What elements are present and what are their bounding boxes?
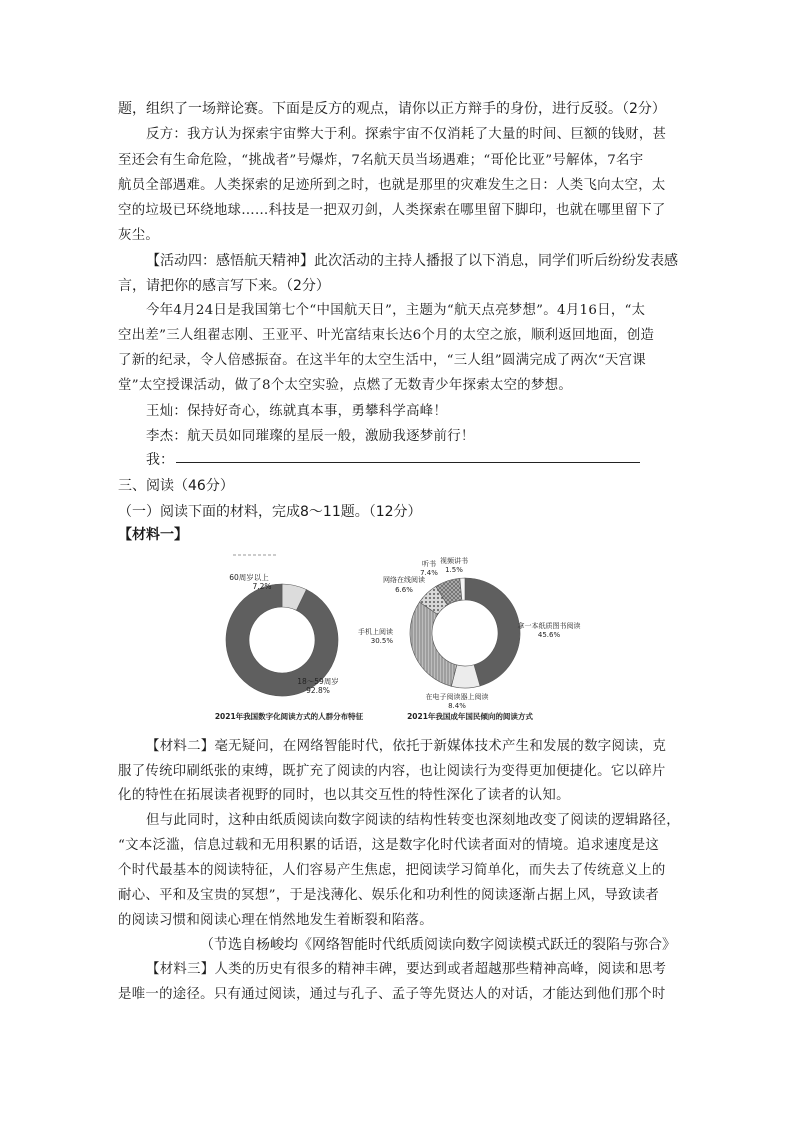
opponent-view-line-4: 空的垃圾已环绕地球……科技是一把双刃剑，人类探索在哪里留下脚印，也就在哪里留下了 (118, 203, 666, 218)
chart-two-value-online: 6.6% (395, 586, 413, 594)
chart-two-value-listen: 7.4% (420, 569, 438, 577)
chart-one-title: 2021年我国数字化阅读方式的人群分布特征 (214, 712, 364, 721)
chart-one (215, 555, 364, 721)
opponent-view-line-3: 航员全部遇难。人类探索的足迹所到之时，也就是那里的灾难发生之日：人类飞向太空，太 (118, 178, 666, 193)
section-three-heading: 三、阅读（46分） (118, 478, 234, 494)
reading-one-heading: （一）阅读下面的材料，完成8～11题。（12分） (118, 504, 422, 520)
chart-two (358, 556, 581, 721)
news-line-4: 堂”太空授课活动，做了8个太空实验，点燃了无数青少年探索太空的梦想。 (118, 378, 573, 393)
comment-me-label: 我： (146, 452, 174, 468)
material-two-line-5: “文本泛滥，信息过载和无用积累的话语，这是数字化时代读者面对的情境。追求速度是这 (118, 838, 660, 853)
chart-one-value-adult: 92.8% (306, 686, 330, 695)
chart-one-label-older: 60周岁以上 (229, 573, 269, 582)
material-three-line-2: 是唯一的途径。只有通过阅读，通过与孔子、孟子等先贤达人的对话，才能达到他们那个时 (118, 987, 666, 1002)
material-two-line-1: 【材料二】毫无疑问，在网络智能时代，依托于新媒体技术产生和发展的数字阅读，克 (146, 739, 667, 754)
comment-lijie: 李杰：航天员如同璀璨的星辰一般，激励我逐梦前行！ (146, 429, 475, 444)
activity-four-prompt: 言，请把你的感言写下来。（2分） (118, 278, 330, 294)
news-line-3: 了新的纪录，令人倍感振奋。在这半年的太空生活中，“三人组”圆满完成了两次“天宫课 (118, 353, 646, 368)
chart-two-title: 2021年我国成年国民倾向的阅读方式 (407, 712, 533, 721)
chart-one-value-older: 7.2% (252, 582, 272, 591)
material-two-line-6: 个时代最基本的阅读特征，人们容易产生焦虑，把阅读学习简单化，而失去了传统意义上的 (118, 863, 666, 878)
question-intro: 题，组织了一场辩论赛。下面是反方的观点，请你以正方辩手的身份，进行反驳。（2分） (118, 101, 666, 117)
chart-two-label-listen: 听书 (422, 560, 436, 568)
material-two-line-7: 耐心、平和及宝贵的冥想”，于是浅薄化、娱乐化和功利性的阅读逐渐占据上风，导致读者 (118, 888, 660, 903)
news-line-1: 今年4月24日是我国第七个“中国航天日”，主题为“航天点亮梦想”。4月16日，“太 (146, 303, 646, 318)
chart-two-label-ereader: 在电子阅读器上阅读 (425, 693, 489, 701)
material-two-line-8: 的阅读习惯和阅读心理在悄然地发生着断裂和陷落。 (118, 913, 433, 928)
chart-two-label-online: 网络在线阅读 (383, 576, 425, 584)
chart-one-label-adult: 18～59周岁 (297, 677, 339, 686)
opponent-view-line-5: 灰尘。 (118, 228, 160, 243)
chart-two-label-paper: 拿一本纸质图书阅读 (517, 622, 581, 630)
chart-two-value-ereader: 8.4% (448, 702, 466, 710)
activity-four-heading: 【活动四：感悟航天精神】此次活动的主持人播报了以下消息，同学们听后纷纷发表感 (146, 253, 678, 269)
material-two-line-4: 但与此同时，这种由纸质阅读向数字阅读的结构性转变也深刻地改变了阅读的逻辑路径， (146, 813, 680, 828)
chart-two-value-video: 1.5% (445, 566, 463, 574)
material-two-source: （节选自杨峻均《网络智能时代纸质阅读向数字阅读模式跃迁的裂陷与弥合》 (200, 937, 676, 953)
donut2-slice-pattern-2 (410, 602, 457, 686)
chart-two-value-paper: 45.6% (537, 631, 561, 639)
chart-two-label-phone: 手机上阅读 (358, 628, 393, 636)
material-one-heading: 【材料一】 (118, 527, 188, 543)
opponent-view-line-1: 反方：我方认为探索宇宙弊大于利。探索宇宙不仅消耗了大量的时间、巨额的钱财，甚 (146, 127, 667, 142)
material-two-line-3: 化的特性在拓展读者视野的同时，也以其交互性的特性深化了读者的认知。 (118, 788, 570, 803)
comment-wangcan: 王灿：保持好奇心，练就真本事，勇攀科学高峰！ (146, 404, 448, 419)
chart-two-value-phone: 30.5% (370, 637, 393, 645)
material-three-line-1: 【材料三】人类的历史有很多的精神丰碑，要达到或者超越那些精神高峰，阅读和思考 (146, 962, 667, 977)
opponent-view-line-2: 至还会有生命危险，“挑战者”号爆炸，7名航天员当场遇难；“哥伦比亚”号解体，7名宇 (118, 153, 644, 168)
news-line-2: 空出差”三人组翟志刚、王亚平、叶光富结束长达6个月的太空之旅，顺利返回地面，创造 (118, 328, 655, 343)
chart-two-label-video: 视频讲书 (440, 557, 468, 565)
material-two-line-2: 服了传统印刷纸张的束缚，既扩充了阅读的内容，也让阅读行为变得更加便捷化。它以碎片 (118, 764, 666, 779)
